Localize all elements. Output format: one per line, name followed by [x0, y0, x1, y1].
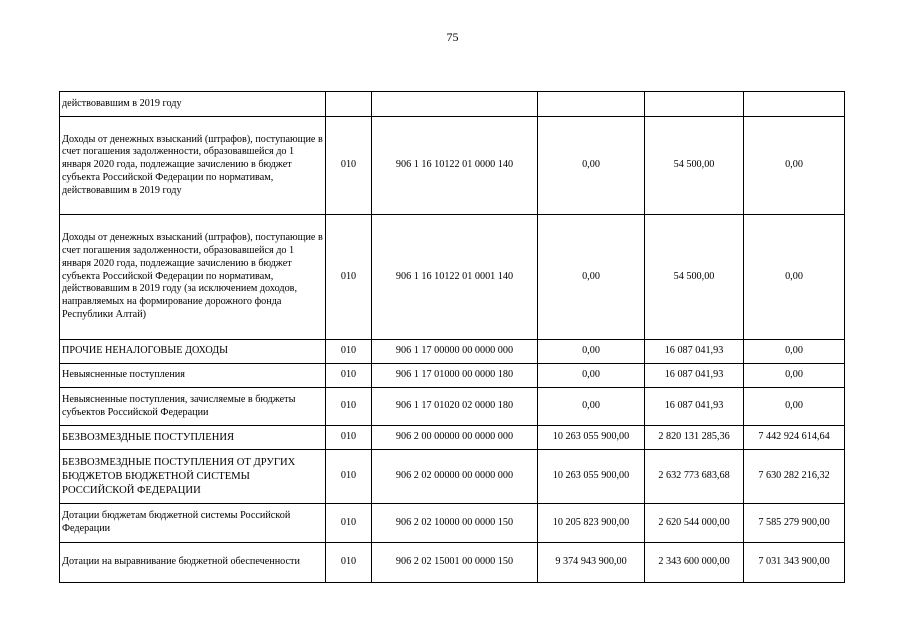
row-name: БЕЗВОЗМЕЗДНЫЕ ПОСТУПЛЕНИЯ ОТ ДРУГИХ БЮДЖЕТОВ БЮДЖЕТНОЙ СИСТЕМЫ РОССИЙСКОЙ ФЕДЕРАЦИИ	[60, 450, 326, 504]
row-kbk: 906 1 17 01020 02 0000 180	[372, 388, 538, 426]
table-row	[60, 340, 845, 364]
table-row	[60, 504, 845, 543]
row-value-1: 10 263 055 900,00	[538, 426, 645, 450]
row-value-1: 0,00	[538, 388, 645, 426]
row-value-2: 16 087 041,93	[645, 340, 744, 364]
row-name: Дотации бюджетам бюджетной системы Российской Федерации	[60, 504, 326, 543]
row-value-2: 54 500,00	[645, 117, 744, 215]
row-value-2: 54 500,00	[645, 215, 744, 340]
row-kbk: 906 2 02 15001 00 0000 150	[372, 543, 538, 583]
row-value-1: 0,00	[538, 117, 645, 215]
row-value-3: 0,00	[744, 117, 845, 215]
row-value-2: 2 620 544 000,00	[645, 504, 744, 543]
row-kbk: 906 2 00 00000 00 0000 000	[372, 426, 538, 450]
row-code: 010	[326, 215, 372, 340]
row-code	[326, 92, 372, 117]
row-kbk: 906 2 02 00000 00 0000 000	[372, 450, 538, 504]
row-name: Доходы от денежных взысканий (штрафов), поступающие в счет погашения задолженности, образовавшейся до 1 января 2020 года, подлежащие зачислению в бюджет субъекта Российской Федерации по нормативам, действовавшим в 2019 году (за исключением доходов, направляемых на формирование дорожного фонда Республики Алтай)	[60, 215, 326, 340]
row-value-3: 0,00	[744, 215, 845, 340]
row-value-1	[538, 92, 645, 117]
table-row	[60, 92, 845, 117]
row-value-3: 7 630 282 216,32	[744, 450, 845, 504]
row-kbk: 906 2 02 10000 00 0000 150	[372, 504, 538, 543]
row-code: 010	[326, 364, 372, 388]
row-kbk: 906 1 16 10122 01 0000 140	[372, 117, 538, 215]
row-code: 010	[326, 504, 372, 543]
row-name: действовавшим в 2019 году	[60, 92, 326, 117]
row-value-3: 0,00	[744, 364, 845, 388]
row-code: 010	[326, 450, 372, 504]
row-name: Невыясненные поступления, зачисляемые в бюджеты субъектов Российской Федерации	[60, 388, 326, 426]
row-kbk: 906 1 17 01000 00 0000 180	[372, 364, 538, 388]
row-value-2: 2 632 773 683,68	[645, 450, 744, 504]
row-value-1: 0,00	[538, 340, 645, 364]
row-kbk: 906 1 17 00000 00 0000 000	[372, 340, 538, 364]
row-value-2	[645, 92, 744, 117]
row-kbk: 906 1 16 10122 01 0001 140	[372, 215, 538, 340]
row-code: 010	[326, 388, 372, 426]
table-row	[60, 426, 845, 450]
row-value-1: 0,00	[538, 215, 645, 340]
row-value-2: 2 820 131 285,36	[645, 426, 744, 450]
row-value-3: 0,00	[744, 340, 845, 364]
row-value-3: 7 031 343 900,00	[744, 543, 845, 583]
row-value-2: 16 087 041,93	[645, 388, 744, 426]
row-name: БЕЗВОЗМЕЗДНЫЕ ПОСТУПЛЕНИЯ	[60, 426, 326, 450]
row-value-3	[744, 92, 845, 117]
row-code: 010	[326, 117, 372, 215]
row-value-2: 2 343 600 000,00	[645, 543, 744, 583]
row-value-1: 10 263 055 900,00	[538, 450, 645, 504]
row-code: 010	[326, 426, 372, 450]
row-code: 010	[326, 340, 372, 364]
row-kbk	[372, 92, 538, 117]
row-value-3: 0,00	[744, 388, 845, 426]
row-value-3: 7 585 279 900,00	[744, 504, 845, 543]
row-value-3: 7 442 924 614,64	[744, 426, 845, 450]
row-value-1: 9 374 943 900,00	[538, 543, 645, 583]
row-name: ПРОЧИЕ НЕНАЛОГОВЫЕ ДОХОДЫ	[60, 340, 326, 364]
row-name: Невыясненные поступления	[60, 364, 326, 388]
row-value-1: 0,00	[538, 364, 645, 388]
table-row	[60, 388, 845, 426]
page-number: 75	[446, 30, 459, 44]
table-row	[60, 364, 845, 388]
row-value-2: 16 087 041,93	[645, 364, 744, 388]
table-row	[60, 450, 845, 504]
row-value-1: 10 205 823 900,00	[538, 504, 645, 543]
row-code: 010	[326, 543, 372, 583]
table-row	[60, 215, 845, 340]
table-row	[60, 543, 845, 583]
row-name: Дотации на выравнивание бюджетной обеспеченности	[60, 543, 326, 583]
budget-table	[59, 91, 845, 583]
row-name: Доходы от денежных взысканий (штрафов), поступающие в счет погашения задолженности, образовавшейся до 1 января 2020 года, подлежащие зачислению в бюджет субъекта Российской Федерации по нормативам, действовавшим в 2019 году	[60, 117, 326, 215]
table-row	[60, 117, 845, 215]
